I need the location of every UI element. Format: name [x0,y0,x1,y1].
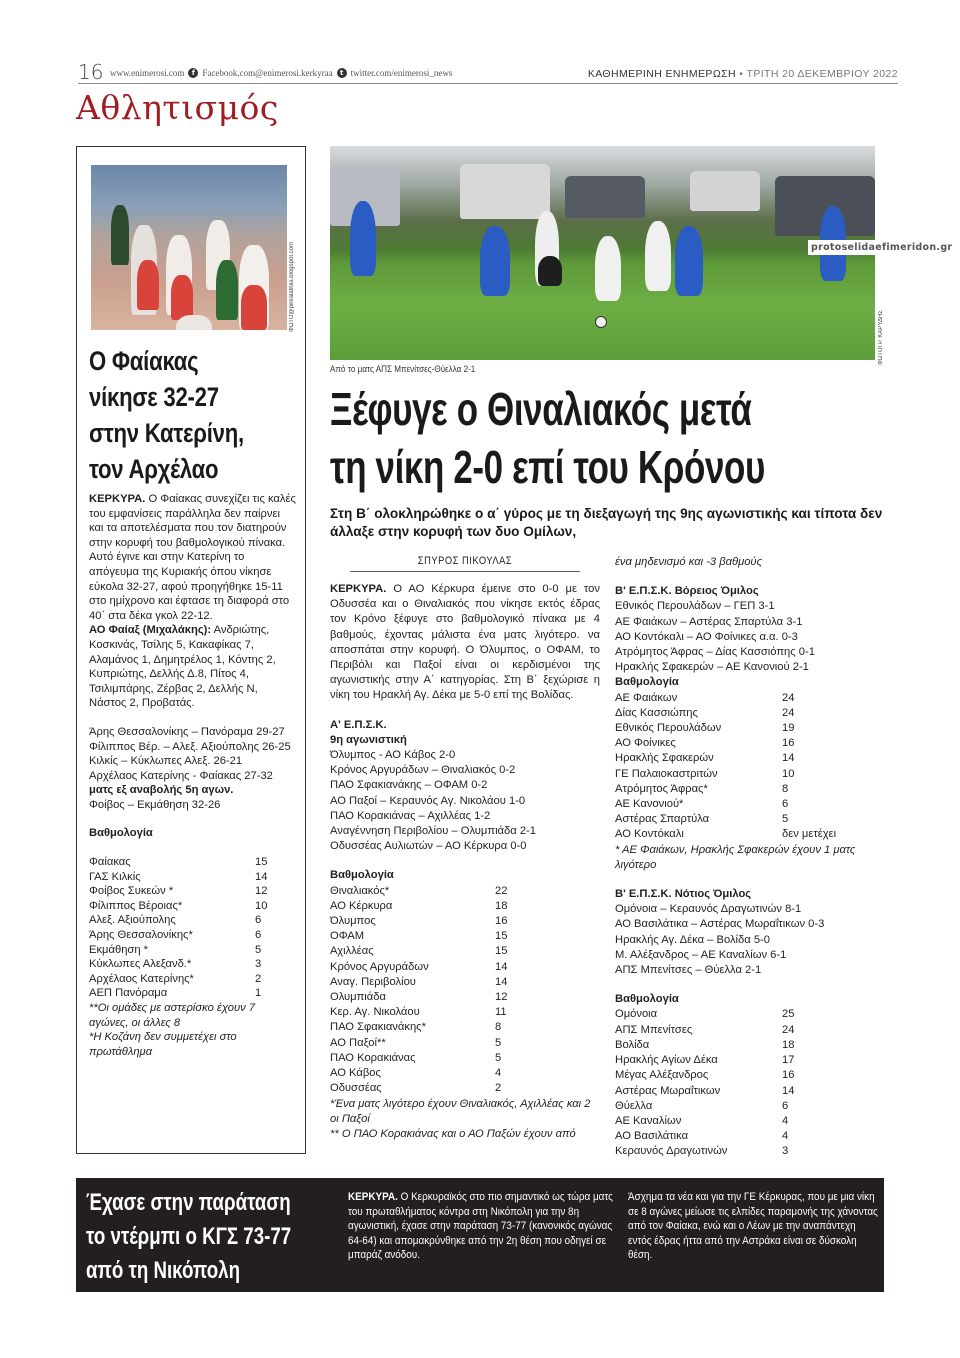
team-name: ΑΕ Καναλίων [615,1114,682,1127]
team-points: 6 [255,914,262,927]
byline: ΣΠΥΡΟΣ ΠΙΚΟΥΛΑΣ [350,555,580,572]
issue-date: ΤΡΙΤΗ 20 ΔΕΚΕΜΒΡΙΟΥ 2022 [746,68,898,80]
handball-headline [89,343,294,487]
result-line: ΑΟ Παξοί – Κεραυνός Αγ. Νικολάου 1-0 [330,794,526,807]
result-line: Κρόνος Αργυράδων – Θιναλιακός 0-2 [330,764,516,777]
result-line: Αρχέλαος Κατερίνης - Φαίακας 27-32 [89,769,273,782]
standings-row [330,1081,600,1096]
team-name: ΠΑΟ Σφακιανάκης* [330,1021,426,1034]
result-line: Όλυμπος - ΑΟ Κάβος 2-0 [330,749,456,762]
team-name: ΑΟ Κάβος [330,1067,381,1080]
lineup-text: Ανδριώτης, Κοσκινάς, Τσίλης 5, Κακαφίκας 7, Αλαμάνος 1, Δημητρέλος 1, Κόντης 2, Κυπριώτης, Δελλής Δ.8, Πίτος 4, Τσιλιμπάρης, Ζέρβας 2, Δελλής Ν, Νάστος 2, Προβατάς. [89,624,276,710]
standings-row [615,1099,890,1114]
dateline-label: ΚΕΡΚΥΡΑ. [89,493,146,505]
standings-row [330,990,600,1005]
standings-row [89,972,297,987]
standings-row [615,1144,890,1159]
standings-row [615,1084,890,1099]
team-name: Αστέρας Μωραΐτικων [615,1084,721,1097]
team-name: Αναγ. Περιβολίου [330,975,416,988]
headline-line: τον Αρχέλαο [89,454,219,484]
team-points: 4 [495,1067,502,1080]
standings-note: ** Ο ΠΑΟ Κορακιάνας και ο ΑΟ Παξών έχουν από [330,1127,576,1140]
facebook-link[interactable]: Facebook.com@enimerosi.kerkyraa [202,68,333,78]
team-points: 18 [495,899,508,912]
main-headline [330,380,915,496]
standings-row [615,1068,890,1083]
team-name: ΑΕ Κανονιού* [615,798,684,811]
standings-row [330,960,600,975]
page-header [78,62,898,84]
team-name: Εκμάθηση * [89,943,149,956]
team-name: Κεραυνός Δραγωτινών [615,1145,728,1158]
standings-row [615,827,890,842]
team-points: 6 [255,929,262,942]
team-points: 5 [495,1051,502,1064]
team-name: Αρχέλαος Κατερίνης* [89,972,194,985]
team-name: Φίλιππος Βέροιας* [89,899,183,912]
basketball-headline [86,1186,336,1288]
headline-line: Ο Φαίακας [89,346,199,376]
result-line: Μ. Αλέξανδρος – ΑΕ Καναλίων 6-1 [615,948,787,961]
team-name: Κρόνος Αργυράδων [330,960,429,973]
team-points: 16 [495,915,508,928]
headline-line: νίκησε 32-27 [89,382,219,412]
team-name: Αλεξ. Αξιούπολης [89,914,176,927]
basketball-body-column-1 [348,1190,618,1263]
team-name: ΠΑΟ Κορακιάνας [330,1051,416,1064]
standings-row [615,736,890,751]
standings-row [89,855,297,870]
result-line: ΠΑΟ Κορακιάνας – Αχιλλέας 1-2 [330,809,491,822]
team-points: 12 [255,885,268,898]
standings-row [615,691,890,706]
standings-row [330,884,600,899]
team-name: Θύελλα [615,1099,653,1112]
standings-row [89,913,297,928]
team-points: 4 [782,1114,789,1127]
standings-note: **Οι ομάδες με αστερίσκο έχουν 7 αγώνες, οι άλλες 8 [89,1002,256,1029]
standings-row [89,986,297,1001]
dateline-label: ΚΕΡΚΥΡΑ. [330,583,387,595]
result-line: Ομόνοια – Κεραυνός Δραγωτινών 8-1 [615,903,802,916]
lead-paragraph [89,492,297,623]
standings-row [89,943,297,958]
team-name: Αστέρας Σπαρτύλα [615,813,710,826]
standings-row [615,1053,890,1068]
team-points: 2 [495,1082,502,1095]
result-line: ΑΟ Βασιλάτικα – Αστέρας Μωραΐτικων 0-3 [615,918,825,931]
team-name: ΑΕΠ Πανόραμα [89,987,168,1000]
headline-line: από τη Νικόπολη [86,1257,241,1284]
team-name: ΓΑΣ Κιλκίς [89,870,141,883]
team-name: ΑΟ Φοίνικες [615,737,676,750]
standings-row [89,870,297,885]
headline-line: το ντέρμπι ο ΚΓΣ 73-77 [86,1223,292,1250]
team-points: 14 [495,960,508,973]
watermark: protoselidaefimeridon.gr [808,240,955,255]
standings-row [615,1038,890,1053]
postponed-label: ματς εξ αναβολής 5η αγων. [89,784,234,797]
dateline-label: ΚΕΡΚΥΡΑ. [348,1191,398,1203]
section-title: Αθλητισμός [76,88,279,127]
dateline-separator: • [739,68,744,80]
team-points: 14 [255,870,268,883]
team-points: 16 [782,737,795,750]
team-points: 6 [782,798,789,811]
team-name: Φαίακας [89,856,131,869]
football-photo-credit: ΦΩΤΟΓΡ. ΚΑΡΥΔΗΣ [878,310,884,365]
standings-row [615,812,890,827]
team-name: Κερ. Αγ. Νικολάου [330,1006,420,1019]
body-text: Ο Κερκυραϊκός στο πιο σημαντικό ως τώρα ματς του πρωταθλήματος κόντρα στη Νικόπολη για την 8η αγωνιστική, έχασε στην παράταση 73-77 (κανονικός αγώνας 64-64) και απομακρύνθηκε από την 2η θέση που οδηγεί σε μπαράζ ανόδου. [348,1191,613,1262]
standings-row [89,899,297,914]
lineup-paragraph [89,623,297,711]
team-name: Ηρακλής Αγίων Δέκα [615,1054,718,1067]
standings-row [330,944,600,959]
team-name: ΓΕ Παλαιοκαστριτών [615,767,718,780]
team-name: ΑΟ Παξοί** [330,1036,386,1049]
team-name: Οδυσσέας [330,1082,382,1095]
team-points: 24 [782,1023,795,1036]
standings-row [615,1129,890,1144]
team-points: 5 [782,813,789,826]
handball-body [89,492,297,1059]
team-name: Δίας Κασσιώπης [615,706,698,719]
basketball-body-column-2: Άσχημα τα νέα και για την ΓΕ Κέρκυρας, που με μια νίκη σε 8 αγώνες μείωσε τις ελπίδες παραμονής της χάνοντας από τον Φαίακα, ενώ και ο Λέων με την αναπάντεχη εντός έδρας ήττα από την Αστράκα είναι σε δύσκολη θέση. [628,1191,878,1262]
standings-row [615,767,890,782]
main-article-column-1 [330,582,600,1142]
team-points: 8 [495,1021,502,1034]
standings-row [615,721,890,736]
team-points: 10 [255,899,268,912]
team-points: 22 [495,884,508,897]
handball-article-box [76,146,306,1154]
result-line: Ηρακλής Αγ. Δέκα – Βολίδα 5-0 [615,933,771,946]
lead-text: Ο Φαίακας συνεχίζει τις καλές του εμφανίσεις παράλληλα δεν παίρνει και τα αποτελέσματα που τον διατηρούν στην κορυφή του βαθμολογικού πίνακα. Αυτό έγινε και στην Κατερίνη το απόγευμα της Κυριακής όπου νίκησε εύκολα 32-27, αφού προηγήθηκε 15-11 στο ημίχρονο και έφτασε τη διαφορά στο 40΄ στα δέκα γκολ 22-12. [89,493,296,622]
team-points: 24 [782,706,795,719]
result-line: ΑΠΣ Μπενίτσες – Θύελλα 2-1 [615,964,762,977]
team-points: δεν μετέχει [782,828,837,841]
team-points: 25 [782,1008,795,1021]
result-line: Οδυσσέας Αυλιωτών – ΑΟ Κέρκυρα 0-0 [330,840,527,853]
page-number: 16 [78,60,104,84]
standings-note: *Ένα ματς λιγότερο έχουν Θιναλιακός, Αχιλλέας και 2 οι Παξοί [330,1097,591,1125]
team-name: Ατρόμητος Άφρας* [615,782,708,795]
team-name: ΑΟ Κοντόκαλι [615,828,684,841]
team-name: ΑΟ Κέρκυρα [330,899,393,912]
standings-row [330,1051,600,1066]
team-name: Μέγας Αλέξανδρος [615,1069,709,1082]
result-line: Αναγέννηση Περιβολίου – Ολυμπιάδα 2-1 [330,825,537,838]
team-points: 11 [495,1006,507,1019]
team-points: 2 [255,972,262,985]
main-subhead: Στη Β΄ ολοκληρώθηκε ο α΄ γύρος με τη διεξαγωγή της 9ης αγωνιστικής και τίποτα δεν άλλαξε στην κορυφή των δυο Ομίλων, [330,506,883,539]
headline-line: στην Κατερίνη, [89,418,244,448]
standings-row [615,782,890,797]
team-points: 24 [782,691,795,704]
result-line: ΑΕ Φαιάκων – Αστέρας Σπαρτύλα 3-1 [615,615,803,628]
lineup-label: ΑΟ Φαίαξ (Μιχαλάκης): [89,624,212,637]
team-points: 5 [255,943,262,956]
team-points: 14 [495,975,508,988]
team-points: 10 [782,767,795,780]
standings-row [330,1020,600,1035]
team-points: 3 [255,958,262,971]
football-photo [330,146,875,360]
result-line: Φοίβος – Εκμάθηση 32-26 [89,798,221,811]
dateline [588,68,898,80]
standings-row [330,929,600,944]
team-points: 14 [782,752,795,765]
standings-row [615,1023,890,1038]
result-line: Κιλκίς – Κύκλωπες Αλεξ. 26-21 [89,755,243,768]
result-line: ΠΑΟ Σφακιανάκης – ΟΦΑΜ 0-2 [330,779,488,792]
team-points: 4 [782,1130,789,1143]
standings-row [330,899,600,914]
team-points: 15 [255,856,268,869]
team-points: 15 [495,945,508,958]
standings-row [89,884,297,899]
result-line: Ηρακλής Σφακερών – ΑΕ Κανονιού 2-1 [615,661,809,674]
headline-line: τη νίκη 2-0 επί του Κρόνου [330,441,765,493]
team-points: 14 [782,1084,795,1097]
main-article-column-2 [615,555,890,1160]
standings-row [330,1005,600,1020]
league-title: Β' Ε.Π.Σ.Κ. Βόρειος Όμιλος [615,585,759,598]
team-points: 3 [782,1145,789,1158]
handball-photo [91,165,287,330]
team-name: Ομόνοια [615,1008,658,1021]
standings-title: Βαθμολογία [615,676,679,689]
league-title: Β' Ε.Π.Σ.Κ. Νότιος Όμιλος [615,888,752,901]
team-points: 19 [782,722,795,735]
result-line: Φίλιππος Βέρ. – Αλεξ. Αξιούπολης 26-25 [89,740,291,753]
team-name: Κύκλωπες Αλεξανδ.* [89,958,192,971]
team-name: Φοίβος Συκεών * [89,885,174,898]
team-name: ΑΠΣ Μπενίτσες [615,1023,693,1036]
standings-row [330,975,600,990]
twitter-link[interactable]: twitter.com/enimerosi_news [350,68,453,78]
team-points: 18 [782,1038,795,1051]
result-line: ΑΟ Κοντόκαλι – ΑΟ Φοίνικες α.α. 0-3 [615,630,798,643]
headline-line: Έχασε στην παράταση [86,1189,291,1216]
paper-name: ΚΑΘΗΜΕΡΙΝΗ ΕΝΗΜΕΡΩΣΗ [587,68,736,80]
standings-row [89,928,297,943]
team-points: 6 [782,1099,789,1112]
standings-title: Βαθμολογία [330,869,394,882]
standings-row [330,1066,600,1081]
basketball-article-box [76,1178,884,1292]
team-name: Άρης Θεσσαλονίκης* [89,929,193,942]
standings-note-continued: ένα μηδενισμό και -3 βαθμούς [615,556,763,568]
team-points: 8 [782,782,789,795]
standings-row [615,1007,890,1022]
result-line: Άρης Θεσσαλονίκης – Πανόραμα 29-27 [89,725,285,738]
standings-title: Βαθμολογία [89,827,153,840]
team-name: ΑΕ Φαιάκων [615,691,678,704]
team-name: Βολίδα [615,1038,650,1051]
team-points: 5 [495,1036,502,1049]
standings-row [615,751,890,766]
team-points: 15 [495,930,508,943]
team-name: Αχιλλέας [330,945,374,958]
photo-caption: Από το ματς ΑΠΣ Μπενίτσες-Θύελλα 2-1 [330,364,476,374]
standings-row [615,1114,890,1129]
lead-text: Ο ΑΟ Κέρκυρα έμεινε στο 0-0 με τον Οδυσσέα και ο Θιναλιακός που νίκησε εκτός έδρας τον Κρόνο ξέφυγε στο βαθμολογικό πίνακα με 4 βαθμούς, έχοντας μάλιστα ένα ματς λιγότερο. να αποσπάται στην κορυφή. Ο Όλυμπος, ο ΟΦΑΜ, το Περιβόλι και Παξοί είναι οι κερδισμένοι της αγωνιστικής στην Α΄ κατηγορίας. Στη Β΄ ξεχώρισε η νίκη του Ηρακλή Αγ. Δέκα με 5-0 επί της Βολίδας. [330,583,600,702]
team-points: 17 [782,1054,795,1067]
team-points: 1 [255,987,262,1000]
team-name: ΟΦΑΜ [330,930,365,943]
team-points: 12 [495,991,508,1004]
standings-row [615,797,890,812]
twitter-icon: t [337,68,347,78]
facebook-icon: f [188,68,198,78]
standings-note: *Η Κοζάνη δεν συμμετέχει στο πρωτάθλημα [89,1031,237,1058]
standings-row [615,706,890,721]
league-title: Α' Ε.Π.Σ.Κ. [330,718,387,731]
team-name: Ολυμπιάδα [330,991,386,1004]
team-name: Ηρακλής Σφακερών [615,752,714,765]
standings-row [330,1036,600,1051]
team-points: 16 [782,1069,795,1082]
round-title: 9η αγωνιστική [330,733,407,746]
website-link[interactable]: www.enimerosi.com [110,68,185,78]
team-name: Θιναλιακός* [330,884,390,897]
handball-photo-credit: ΦΩΤΟ@pirealathlia.blogspot.com [289,242,295,332]
standings-note: * ΑΕ Φαιάκων, Ηρακλής Σφακερών έχουν 1 ματς λιγότερο [615,843,856,871]
headline-line: Ξέφυγε ο Θιναλιακός μετά [330,383,752,435]
social-links [110,68,452,78]
result-line: Ατρόμητος Άφρας – Δίας Κασσιόπης 0-1 [615,646,815,659]
standings-title: Βαθμολογία [615,993,679,1006]
lead-paragraph [330,582,600,704]
standings-row [330,914,600,929]
result-line: Εθνικός Περουλάδων – ΓΕΠ 3-1 [615,600,775,613]
team-name: ΑΟ Βασιλάτικα [615,1130,689,1143]
team-name: Εθνικός Περουλάδων [615,722,722,735]
standings-row [89,957,297,972]
team-name: Όλυμπος [330,915,376,928]
